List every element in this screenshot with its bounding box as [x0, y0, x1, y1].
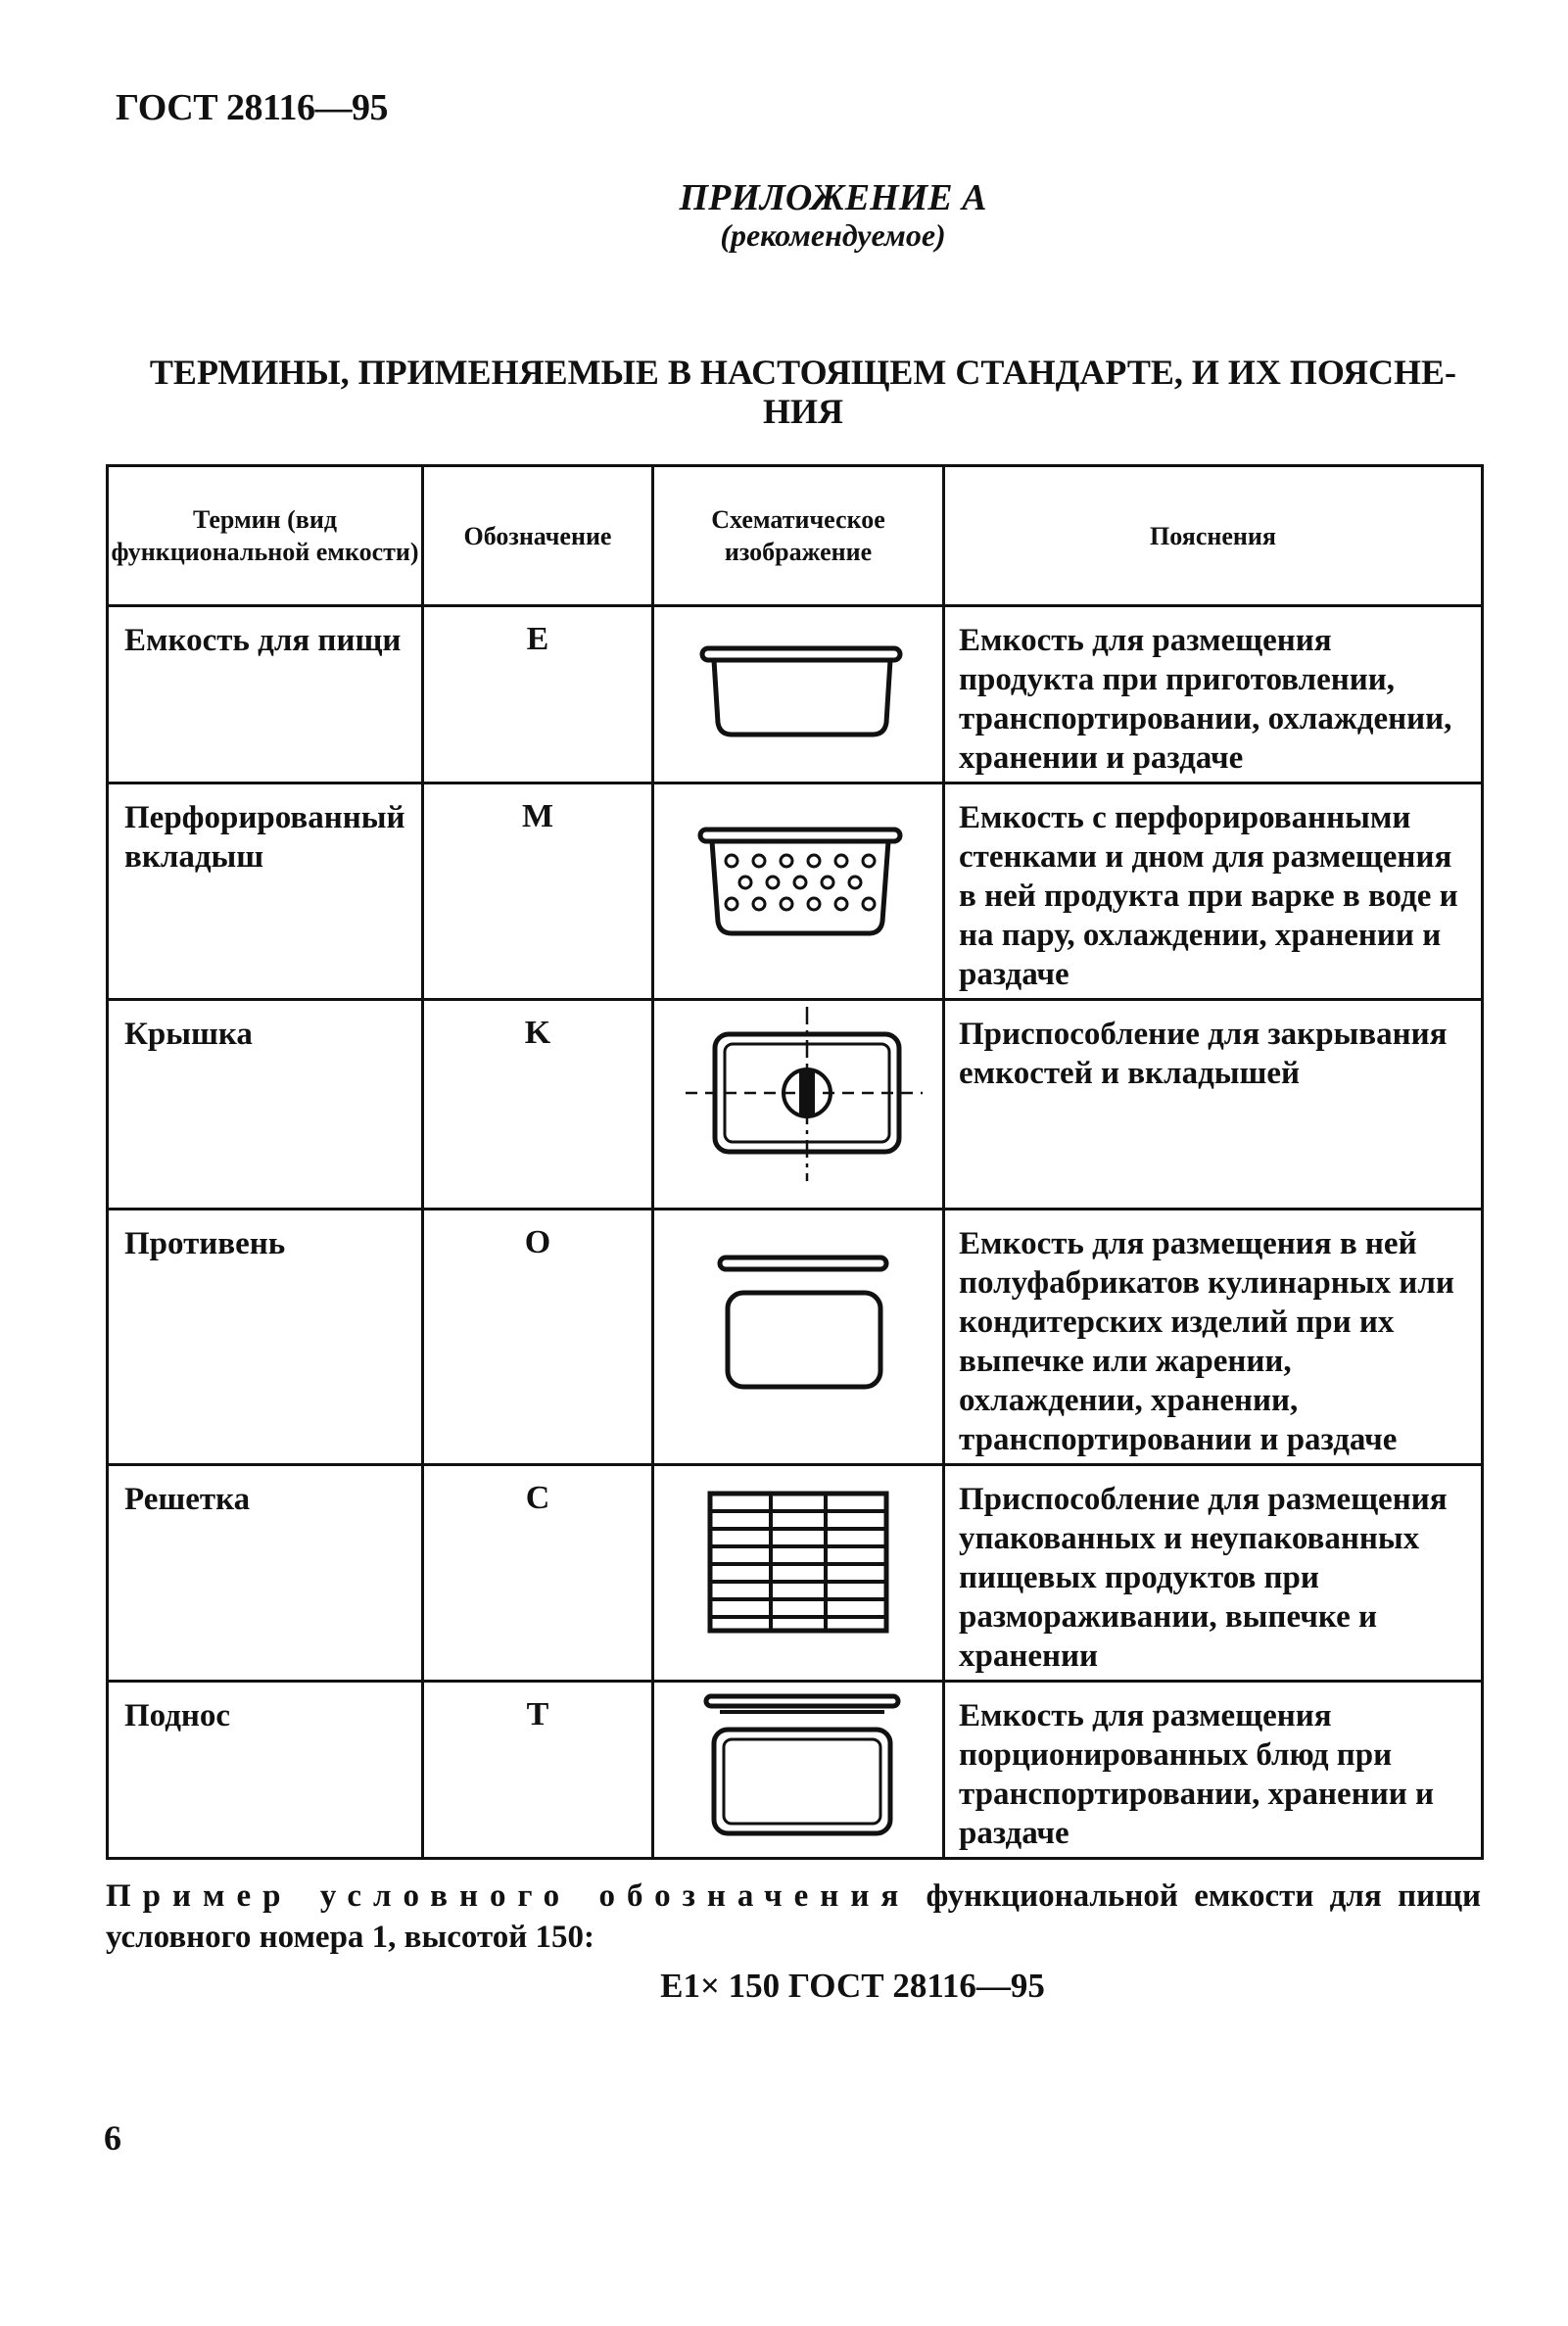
term-cell: Решетка [108, 1465, 423, 1682]
example-designation: E1× 150 ГОСТ 28116—95 [660, 1967, 1045, 2005]
example-lead: Пример условного обозначения [106, 1878, 911, 1914]
column-header-explanation: Пояснения [944, 466, 1483, 606]
description-cell: Приспособление для закрывания емкостей и вкладышей [944, 1000, 1483, 1210]
column-header-schema: Схематическое изображение [653, 466, 944, 606]
serving-tray-icon [681, 1683, 916, 1845]
section-title [118, 353, 1489, 431]
table-row [108, 1000, 1483, 1210]
code-cell: T [423, 1682, 653, 1859]
description-cell: Емкость для размещения порционированных блюд при транспортировании, хранении и раздаче [944, 1682, 1483, 1859]
description-cell: Емкость для размещения в ней полуфабрикатов кулинарных или кондитерских изделий при их выпечке или жарении, охлаждении, хранении, транспортировании и раздаче [944, 1210, 1483, 1465]
baking-tray-icon [681, 1210, 916, 1406]
page-number: 6 [104, 2118, 121, 2158]
code-cell: E [423, 606, 653, 783]
table-row [108, 1210, 1483, 1465]
table-row [108, 606, 1483, 783]
table-header-row [108, 466, 1483, 606]
column-header-term: Термин (вид функциональной емкости) [108, 466, 423, 606]
example-paragraph [106, 1875, 1481, 1958]
table-row [108, 1465, 1483, 1682]
description-cell: Приспособление для размещения упакованных и неупакованных пищевых продуктов при размораживании, выпечке и хранении [944, 1465, 1483, 1682]
column-header-code: Обозначение [423, 466, 653, 606]
appendix-title: ПРИЛОЖЕНИЕ А [679, 177, 987, 218]
section-title-line1: ТЕРМИНЫ, ПРИМЕНЯЕМЫЕ В НАСТОЯЩЕМ СТАНДАРТЕ, И ИХ ПОЯСНЕ- [149, 353, 1457, 392]
terms-table [106, 464, 1484, 1860]
document-code: ГОСТ 28116—95 [116, 87, 388, 128]
term-cell: Противень [108, 1210, 423, 1465]
perforated-insert-icon [681, 784, 916, 961]
term-cell: Перфорированный вкладыш [108, 783, 423, 1000]
term-cell: Емкость для пищи [108, 606, 423, 783]
table-row [108, 783, 1483, 1000]
lid-icon [666, 1001, 930, 1187]
schema-cell [653, 1210, 944, 1465]
schema-cell [653, 1682, 944, 1859]
appendix-subtitle: (рекомендуемое) [720, 217, 946, 253]
table-row [108, 1682, 1483, 1859]
term-cell: Поднос [108, 1682, 423, 1859]
term-cell: Крышка [108, 1000, 423, 1210]
food-container-icon [681, 607, 916, 754]
code-cell: O [423, 1210, 653, 1465]
schema-cell [653, 1000, 944, 1210]
example-text: функциональной емкости для пищи условного номера 1, высотой 150: [106, 1878, 1481, 1955]
code-cell: K [423, 1000, 653, 1210]
description-cell: Емкость с перфорированными стенками и дном для размещения в ней продукта при варке в воде и на пару, охлаждении, хранении и раздаче [944, 783, 1483, 1000]
schema-cell [653, 606, 944, 783]
section-title-line2: НИЯ [762, 392, 843, 431]
code-cell: C [423, 1465, 653, 1682]
grid-rack-icon [681, 1466, 916, 1662]
code-cell: M [423, 783, 653, 1000]
schema-cell [653, 783, 944, 1000]
schema-cell [653, 1465, 944, 1682]
description-cell: Емкость для размещения продукта при приготовлении, транспортировании, охлаждении, хранении и раздаче [944, 606, 1483, 783]
